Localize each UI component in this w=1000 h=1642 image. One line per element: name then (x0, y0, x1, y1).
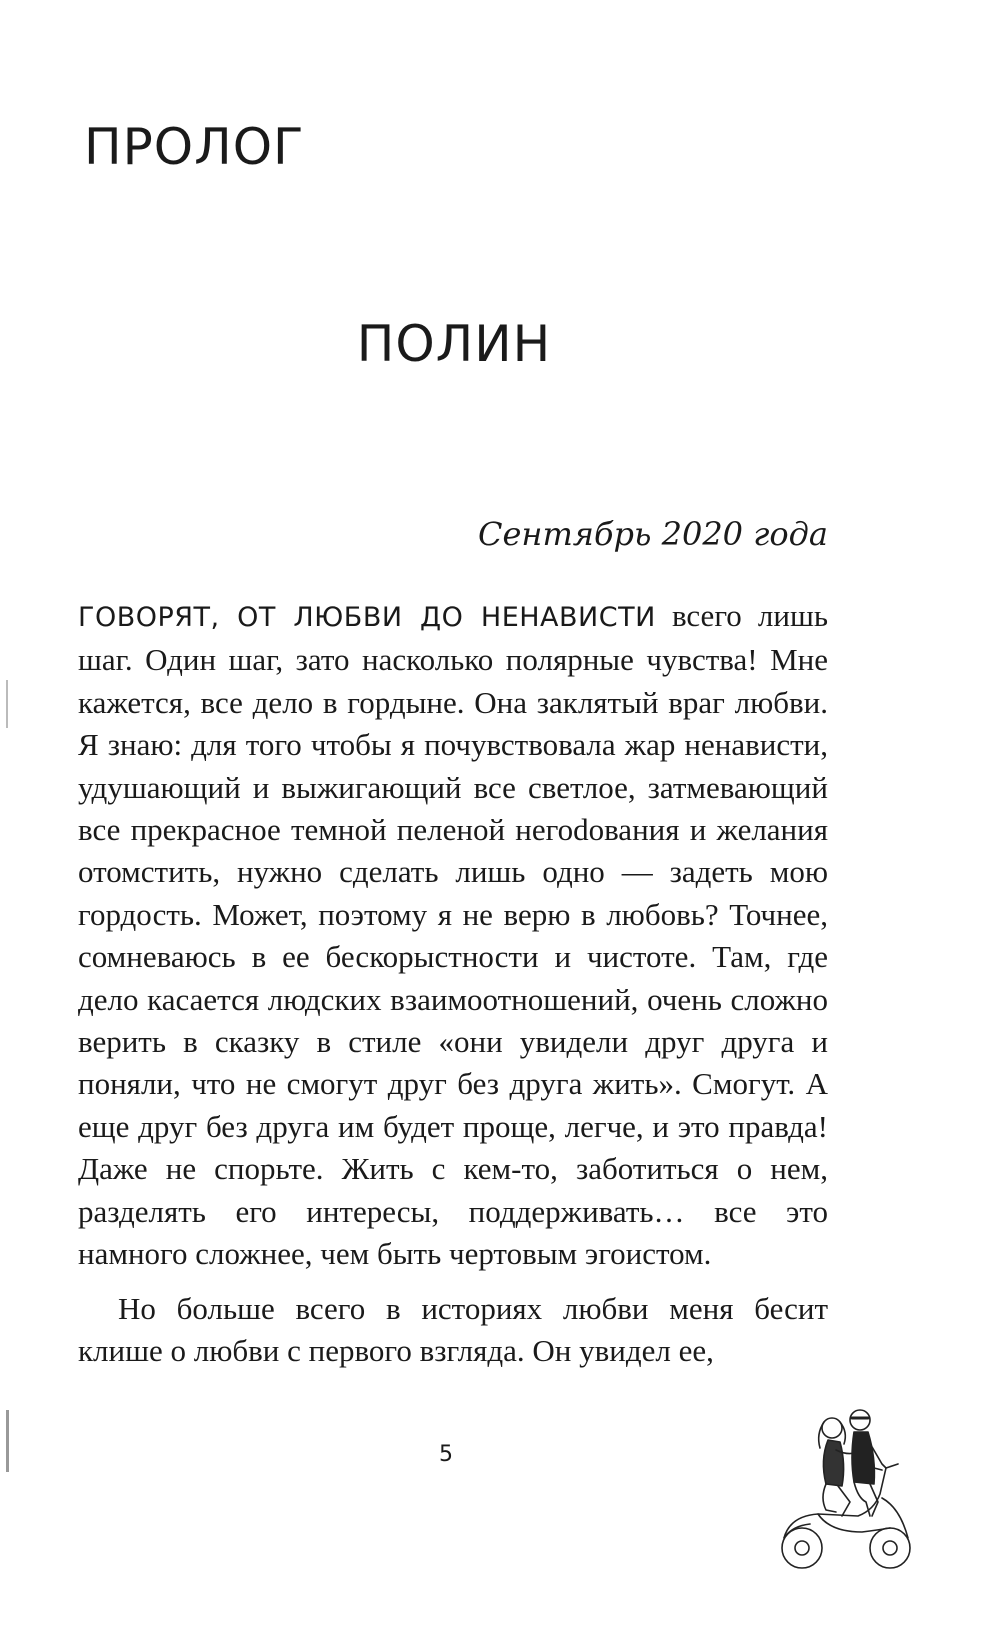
date-line: Сентябрь 2020 года (477, 515, 828, 553)
paragraph-1-text: всего лишь шаг. Один шаг, зато насколько полярные чувства! Мне кажется, все дело в гордыне. Она заклятый враг любви. Я знаю: для того чтобы я почувствовала жар ненависти, удушающий и выжигающий все светлое, затмевающий все прекрасное темной пеленой негоdования и желания отомстить, нужно сделать лишь одно — задеть мою гордость. Может, поэтому я не верю в любовь? Точнее, сомневаюсь в ее бескорыстности и чистоте. Там, где дело касается людских взаимоотношений, очень сложно верить в сказку в стиле «они увидели друг друга и поняли, что не смогут друг без друга жить». Смогут. А еще друг без друга им будет проще, легче, и это правда! Даже не спорьте. Жить с кем-то, заботиться о нем, разделять его интересы, поддерживать… все это намного сложнее, чем быть чертовым эгоистом. (78, 598, 828, 1272)
body-text (78, 595, 828, 1372)
page-edge-shadow (6, 680, 8, 728)
lead-caps: ГОВОРЯТ, ОТ ЛЮБВИ ДО НЕНАВИСТИ (78, 602, 656, 633)
paragraph-1 (78, 595, 828, 1276)
paragraph-2: Но больше всего в историях любви меня бесит клише о любви с первого взгляда. Он увидел ее, (78, 1290, 828, 1368)
narrator-heading: ПОЛИН (356, 315, 552, 373)
chapter-title: ПРОЛОГ (84, 118, 305, 176)
page-number: 5 (439, 1442, 453, 1467)
scooter-couple-icon (770, 1398, 920, 1576)
